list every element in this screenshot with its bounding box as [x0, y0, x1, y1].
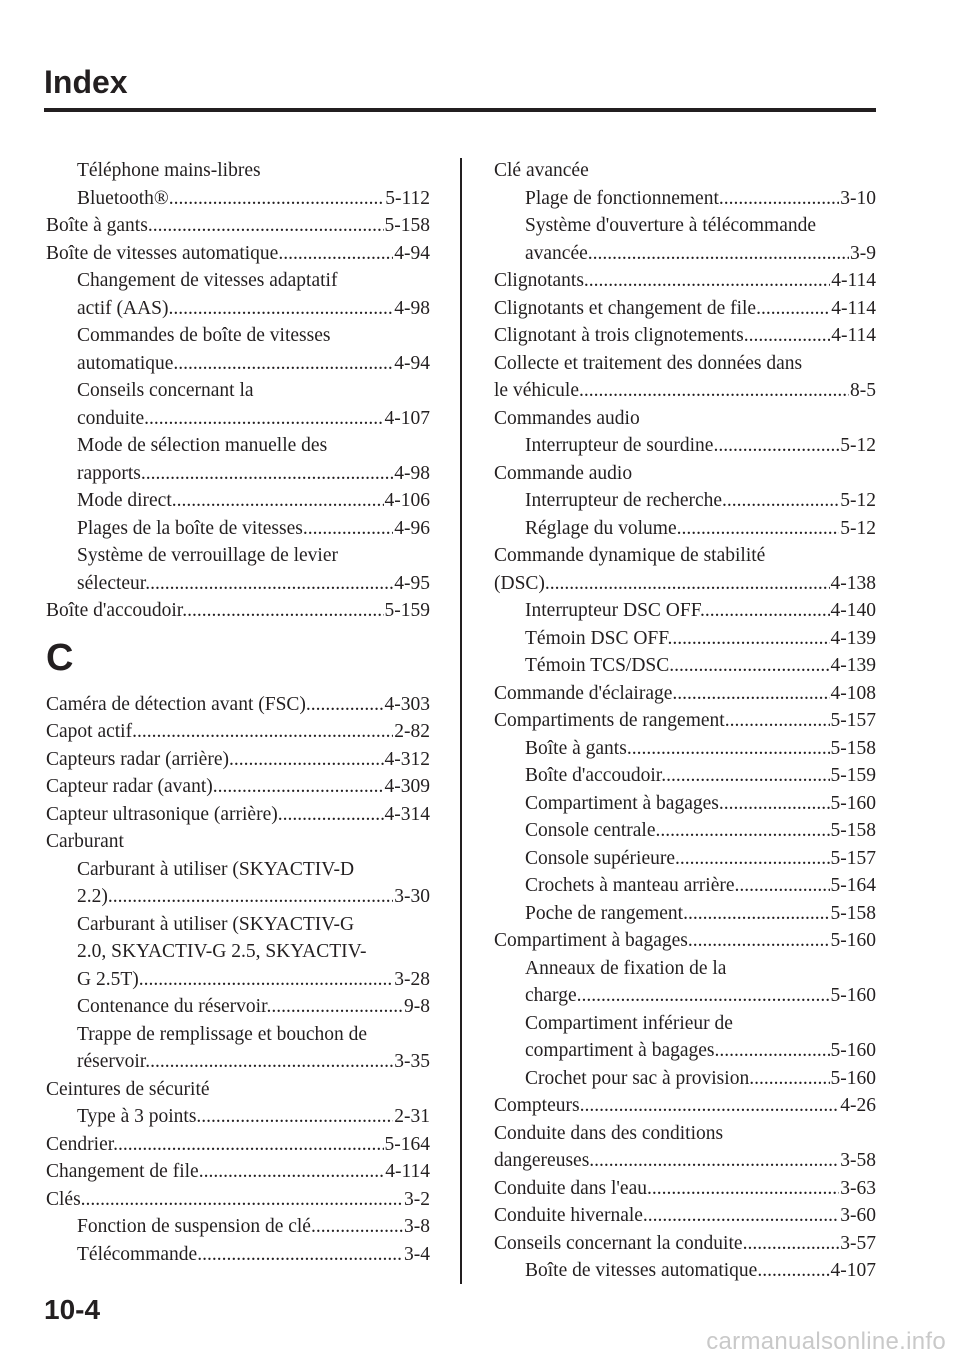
index-subentry	[494, 845, 876, 873]
page-reference: 4-94	[394, 242, 430, 264]
page-number: 10-4	[44, 1294, 101, 1325]
page-reference: 4-309	[384, 776, 430, 797]
entry-text	[77, 405, 384, 433]
entry-label: Mode direct	[77, 490, 172, 511]
index-subentry	[46, 1103, 430, 1131]
entry-text	[494, 680, 830, 708]
entry-text	[46, 597, 384, 625]
entry-text	[46, 240, 393, 268]
page-reference: 3-58	[840, 1150, 876, 1171]
header-rule	[44, 108, 876, 112]
entry-text	[77, 993, 403, 1021]
page-reference: 4-94	[394, 352, 430, 374]
entry-text	[77, 966, 393, 994]
entry-text	[525, 817, 830, 845]
page-reference: 3-30	[394, 886, 430, 907]
entry-label: Collecte et traitement des données dans	[494, 352, 803, 374]
index-entry	[46, 597, 430, 625]
index-entry	[46, 718, 430, 746]
index-subentry	[494, 1257, 876, 1285]
index-entry	[494, 1202, 876, 1230]
index-entry	[494, 1120, 876, 1148]
entry-text	[494, 1175, 839, 1203]
page-reference: 5-160	[830, 930, 876, 951]
index-subentry	[46, 1213, 430, 1241]
page-reference: 4-114	[385, 1161, 430, 1182]
entry-text	[525, 487, 839, 515]
column-divider	[460, 158, 462, 1284]
page-reference: 4-114	[831, 297, 876, 319]
index-entry	[46, 1186, 430, 1214]
entry-label: Carburant à utiliser (SKYACTIV-G	[77, 913, 355, 935]
entry-label: Trappe de remplissage et bouchon de	[77, 1023, 368, 1045]
page-reference: 5-12	[840, 490, 876, 511]
index-subentry	[46, 432, 430, 460]
entry-label: Commandes de boîte de vitesses	[77, 325, 331, 346]
entry-label: charge	[525, 985, 577, 1006]
index-subentry	[46, 883, 430, 911]
page-reference: 5-160	[830, 792, 876, 814]
index-column-left	[46, 157, 430, 1268]
index-entry	[494, 680, 876, 708]
index-subentry	[46, 350, 430, 378]
entry-text	[525, 432, 839, 460]
entry-text	[46, 1186, 403, 1214]
entry-label: Capteurs radar (arrière)	[46, 748, 229, 770]
entry-label: rapports	[77, 462, 141, 484]
entry-label: Ceintures de sécurité	[46, 1078, 210, 1100]
entry-label: Réglage du volume	[525, 517, 677, 539]
index-entry	[46, 240, 430, 268]
page-reference: 3-35	[394, 1051, 430, 1072]
index-column-right	[494, 157, 876, 1285]
entry-text	[77, 350, 393, 378]
index-subentry	[494, 790, 876, 818]
page-reference: 4-98	[394, 462, 430, 484]
page-reference: 5-160	[830, 1040, 876, 1061]
entry-text	[494, 295, 830, 323]
page-reference: 3-60	[840, 1205, 876, 1226]
index-entry	[494, 295, 876, 323]
entry-text	[77, 515, 393, 543]
entry-label: automatique	[77, 352, 174, 374]
index-subentry	[494, 240, 876, 268]
index-subentry	[46, 487, 430, 515]
entry-text	[494, 322, 830, 350]
entry-label: Bluetooth®	[77, 187, 169, 209]
entry-label: Interrupteur DSC OFF	[525, 600, 701, 621]
page-reference: 4-96	[394, 517, 430, 539]
index-subentry	[494, 1037, 876, 1065]
entry-label: conduite	[77, 407, 145, 429]
page-reference: 2-31	[394, 1106, 430, 1127]
page-reference: 3-28	[394, 968, 430, 990]
entry-text	[46, 1158, 384, 1186]
page-reference: 4-107	[830, 1260, 876, 1281]
entry-label: 2.0, SKYACTIV-G 2.5, SKYACTIV-	[77, 941, 367, 962]
index-entry	[46, 746, 430, 774]
page-reference: 5-158	[830, 820, 876, 841]
index-subentry	[46, 911, 430, 939]
entry-text	[46, 691, 384, 719]
entry-label: le véhicule	[494, 380, 579, 401]
entry-label: Télécommande	[77, 1243, 198, 1265]
entry-label: Commande audio	[494, 462, 633, 484]
page-reference: 4-108	[830, 682, 876, 704]
index-entry	[494, 350, 876, 378]
entry-text	[46, 212, 384, 240]
index-subentry	[46, 570, 430, 598]
page-reference: 5-159	[830, 765, 876, 786]
entry-label: Capteur radar (avant)	[46, 776, 213, 797]
page-reference: 5-12	[840, 435, 876, 456]
entry-label: Crochets à manteau arrière	[525, 875, 735, 896]
page-reference: 3-2	[404, 1188, 430, 1210]
index-entry	[494, 707, 876, 735]
entry-label: Témoin DSC OFF	[525, 627, 668, 649]
entry-text	[77, 1241, 403, 1269]
entry-label: Conduite dans des conditions	[494, 1122, 724, 1144]
index-subentry	[46, 460, 430, 488]
page-reference: 5-160	[830, 1067, 876, 1089]
entry-text	[525, 872, 830, 900]
entry-text	[494, 377, 849, 405]
entry-text	[46, 773, 384, 801]
entry-label: Carburant	[46, 831, 124, 852]
index-subentry	[494, 817, 876, 845]
page-reference: 4-312	[384, 748, 430, 770]
page-reference: 5-158	[830, 737, 876, 759]
entry-label: Boîte d'accoudoir	[525, 765, 662, 786]
index-entry	[46, 691, 430, 719]
entry-text	[525, 597, 830, 625]
entry-label: sélecteur	[77, 572, 146, 594]
entry-label: Compartiments de rangement	[494, 710, 725, 731]
index-subentry	[494, 432, 876, 460]
entry-text	[525, 900, 830, 928]
index-subentry	[494, 212, 876, 240]
entry-text	[494, 1230, 839, 1258]
entry-text	[525, 845, 830, 873]
page-reference: 4-138	[830, 572, 876, 594]
index-subentry	[494, 872, 876, 900]
entry-label: (DSC)	[494, 572, 545, 594]
entry-label: Boîte d'accoudoir	[46, 600, 183, 621]
index-subentry	[46, 377, 430, 405]
entry-text	[525, 240, 849, 268]
entry-label: Commande dynamique de stabilité	[494, 545, 766, 566]
page-reference: 4-114	[831, 270, 876, 291]
page-reference: 3-57	[840, 1232, 876, 1254]
entry-text	[525, 1065, 830, 1093]
index-subentry	[494, 900, 876, 928]
index-entry	[494, 460, 876, 488]
entry-label: Plage de fonctionnement	[525, 187, 719, 209]
page-reference: 5-12	[840, 517, 876, 539]
entry-label: Conduite dans l'eau	[494, 1177, 647, 1199]
index-subentry	[46, 1048, 430, 1076]
page-reference: 5-164	[830, 875, 876, 896]
page-reference: 5-112	[385, 187, 430, 209]
entry-text	[46, 718, 393, 746]
entry-label: Console centrale	[525, 820, 656, 841]
index-entry	[494, 267, 876, 295]
entry-text	[77, 883, 393, 911]
index-entry	[494, 1092, 876, 1120]
index-section-letter: C	[46, 636, 74, 679]
entry-label: Fonction de suspension de clé	[77, 1216, 311, 1237]
page-reference: 4-98	[394, 297, 430, 319]
index-entry	[494, 570, 876, 598]
page-reference: 4-114	[831, 325, 876, 346]
entry-label: Plages de la boîte de vitesses	[77, 517, 303, 539]
index-subentry	[494, 955, 876, 983]
index-subentry	[494, 982, 876, 1010]
index-entry	[494, 542, 876, 570]
page-reference: 4-95	[394, 572, 430, 594]
entry-text	[525, 1257, 830, 1285]
page-reference: 3-10	[840, 187, 876, 209]
index-subentry	[46, 322, 430, 350]
entry-label: Système d'ouverture à télécommande	[525, 215, 817, 236]
page-reference: 5-160	[830, 985, 876, 1006]
page-reference: 3-63	[840, 1177, 876, 1199]
entry-text	[46, 801, 384, 829]
index-subentry	[46, 542, 430, 570]
entry-label: actif (AAS)	[77, 297, 169, 319]
entry-label: Commande d'éclairage	[494, 682, 673, 704]
entry-text	[525, 652, 830, 680]
entry-label: Téléphone mains-libres	[77, 160, 261, 181]
entry-text	[77, 185, 384, 213]
page-reference: 5-164	[384, 1133, 430, 1155]
entry-text	[525, 1037, 830, 1065]
index-entry	[46, 828, 430, 856]
page-reference: 4-303	[384, 693, 430, 715]
entry-label: Clignotants	[494, 270, 584, 291]
index-entry	[46, 212, 430, 240]
index-subentry	[46, 856, 430, 884]
index-subentry	[494, 652, 876, 680]
entry-text	[494, 1147, 839, 1175]
index-entry	[494, 1175, 876, 1203]
entry-text	[525, 735, 830, 763]
entry-text	[494, 707, 830, 735]
page-reference: 9-8	[404, 996, 430, 1017]
index-entry	[46, 773, 430, 801]
entry-text	[494, 927, 830, 955]
entry-label: Clés	[46, 1188, 81, 1210]
entry-text	[525, 762, 830, 790]
entry-label: Conseils concernant la conduite	[494, 1232, 743, 1254]
entry-text	[494, 267, 830, 295]
entry-label: Changement de vitesses adaptatif	[77, 270, 338, 291]
index-subentry	[46, 993, 430, 1021]
index-subentry	[46, 1241, 430, 1269]
page-reference: 4-314	[384, 803, 430, 825]
entry-label: Clé avancée	[494, 160, 589, 181]
entry-text	[525, 625, 830, 653]
entry-text	[525, 185, 839, 213]
entry-label: Clignotants et changement de file	[494, 297, 757, 319]
page-reference: 5-157	[830, 847, 876, 869]
entry-label: Clignotant à trois clignotements	[494, 325, 744, 346]
entry-label: Témoin TCS/DSC	[525, 655, 670, 676]
entry-text	[77, 460, 393, 488]
entry-label: Type à 3 points	[77, 1106, 197, 1127]
index-subentry	[494, 762, 876, 790]
index-subentry	[46, 1021, 430, 1049]
index-entry	[494, 322, 876, 350]
page-reference: 2-82	[394, 721, 430, 742]
entry-label: avancée	[525, 242, 588, 264]
page-reference: 4-140	[830, 600, 876, 621]
index-subentry	[46, 295, 430, 323]
entry-text	[77, 1103, 393, 1131]
entry-label: Anneaux de fixation de la	[525, 957, 727, 979]
entry-label: Compartiment inférieur de	[525, 1012, 733, 1034]
page-reference: 4-139	[830, 627, 876, 649]
entry-label: 2.2)	[77, 886, 108, 907]
entry-label: Interrupteur de sourdine	[525, 435, 714, 456]
page-reference: 3-8	[404, 1216, 430, 1237]
index-subentry	[494, 625, 876, 653]
entry-text	[525, 790, 830, 818]
index-subentry	[494, 487, 876, 515]
entry-text	[77, 1213, 403, 1241]
entry-label: réservoir	[77, 1051, 146, 1072]
page-reference: 5-158	[830, 902, 876, 924]
entry-label: Boîte de vitesses automatique	[46, 242, 279, 264]
entry-label: Carburant à utiliser (SKYACTIV-D	[77, 858, 355, 880]
entry-label: Crochet pour sac à provision	[525, 1067, 750, 1089]
index-entry	[46, 801, 430, 829]
entry-text	[525, 515, 839, 543]
index-subentry	[46, 966, 430, 994]
index-entry	[494, 927, 876, 955]
entry-label: Boîte à gants	[46, 215, 148, 236]
index-subentry	[494, 1010, 876, 1038]
index-subentry	[46, 157, 430, 185]
entry-text	[525, 982, 830, 1010]
index-subentry	[46, 515, 430, 543]
index-subentry	[46, 267, 430, 295]
index-subentry	[494, 185, 876, 213]
index-subentry	[494, 515, 876, 543]
index-subentry	[494, 1065, 876, 1093]
entry-label: Contenance du réservoir	[77, 996, 267, 1017]
entry-label: Cendrier	[46, 1133, 114, 1155]
entry-label: compartiment à bagages	[525, 1040, 715, 1061]
index-entry	[46, 1158, 430, 1186]
entry-label: Changement de file	[46, 1161, 199, 1182]
entry-label: Caméra de détection avant (FSC)	[46, 693, 306, 715]
entry-label: Conduite hivernale	[494, 1205, 643, 1226]
entry-text	[494, 1092, 839, 1120]
entry-label: Boîte à gants	[525, 737, 627, 759]
page-reference: 5-159	[384, 600, 430, 621]
entry-label: dangereuses	[494, 1150, 590, 1171]
entry-label: Système de verrouillage de levier	[77, 545, 338, 566]
entry-text	[46, 746, 384, 774]
entry-label: Capteur ultrasonique (arrière)	[46, 803, 278, 825]
index-entry	[494, 405, 876, 433]
entry-label: Commandes audio	[494, 407, 640, 429]
entry-label: Console supérieure	[525, 847, 676, 869]
watermark: carmanualsonline.info	[706, 1328, 946, 1355]
page-reference: 3-9	[850, 242, 876, 264]
index-entry	[46, 1076, 430, 1104]
entry-label: Poche de rangement	[525, 902, 684, 924]
page-reference: 8-5	[850, 380, 876, 401]
index-entry	[494, 1147, 876, 1175]
index-entry	[494, 157, 876, 185]
entry-text	[77, 487, 384, 515]
entry-text	[77, 570, 393, 598]
entry-text	[494, 570, 830, 598]
page-reference: 3-4	[404, 1243, 430, 1265]
entry-label: Interrupteur de recherche	[525, 490, 723, 511]
index-subentry	[46, 405, 430, 433]
page-reference: 4-107	[384, 407, 430, 429]
page-reference: 4-26	[840, 1095, 876, 1116]
index-subentry	[494, 597, 876, 625]
index-entry	[46, 1131, 430, 1159]
entry-label: Compteurs	[494, 1095, 580, 1116]
index-entry	[494, 1230, 876, 1258]
index-subentry	[46, 938, 430, 966]
entry-label: Boîte de vitesses automatique	[525, 1260, 758, 1281]
entry-label: Capot actif	[46, 721, 133, 742]
entry-text	[77, 1048, 393, 1076]
index-subentry	[494, 735, 876, 763]
entry-label: Mode de sélection manuelle des	[77, 435, 328, 456]
entry-label: Compartiment à bagages	[525, 792, 719, 814]
entry-label: Compartiment à bagages	[494, 930, 688, 951]
page-reference: 4-106	[384, 490, 430, 511]
page-reference: 5-158	[384, 215, 430, 236]
entry-label: Conseils concernant la	[77, 380, 254, 401]
page-reference: 4-139	[830, 655, 876, 676]
page-title: Index	[44, 64, 128, 100]
entry-text	[494, 1202, 839, 1230]
index-entry	[494, 377, 876, 405]
index-subentry	[46, 185, 430, 213]
entry-text	[77, 295, 393, 323]
entry-label: G 2.5T)	[77, 968, 139, 990]
page-reference: 5-157	[830, 710, 876, 731]
entry-text	[46, 1131, 384, 1159]
